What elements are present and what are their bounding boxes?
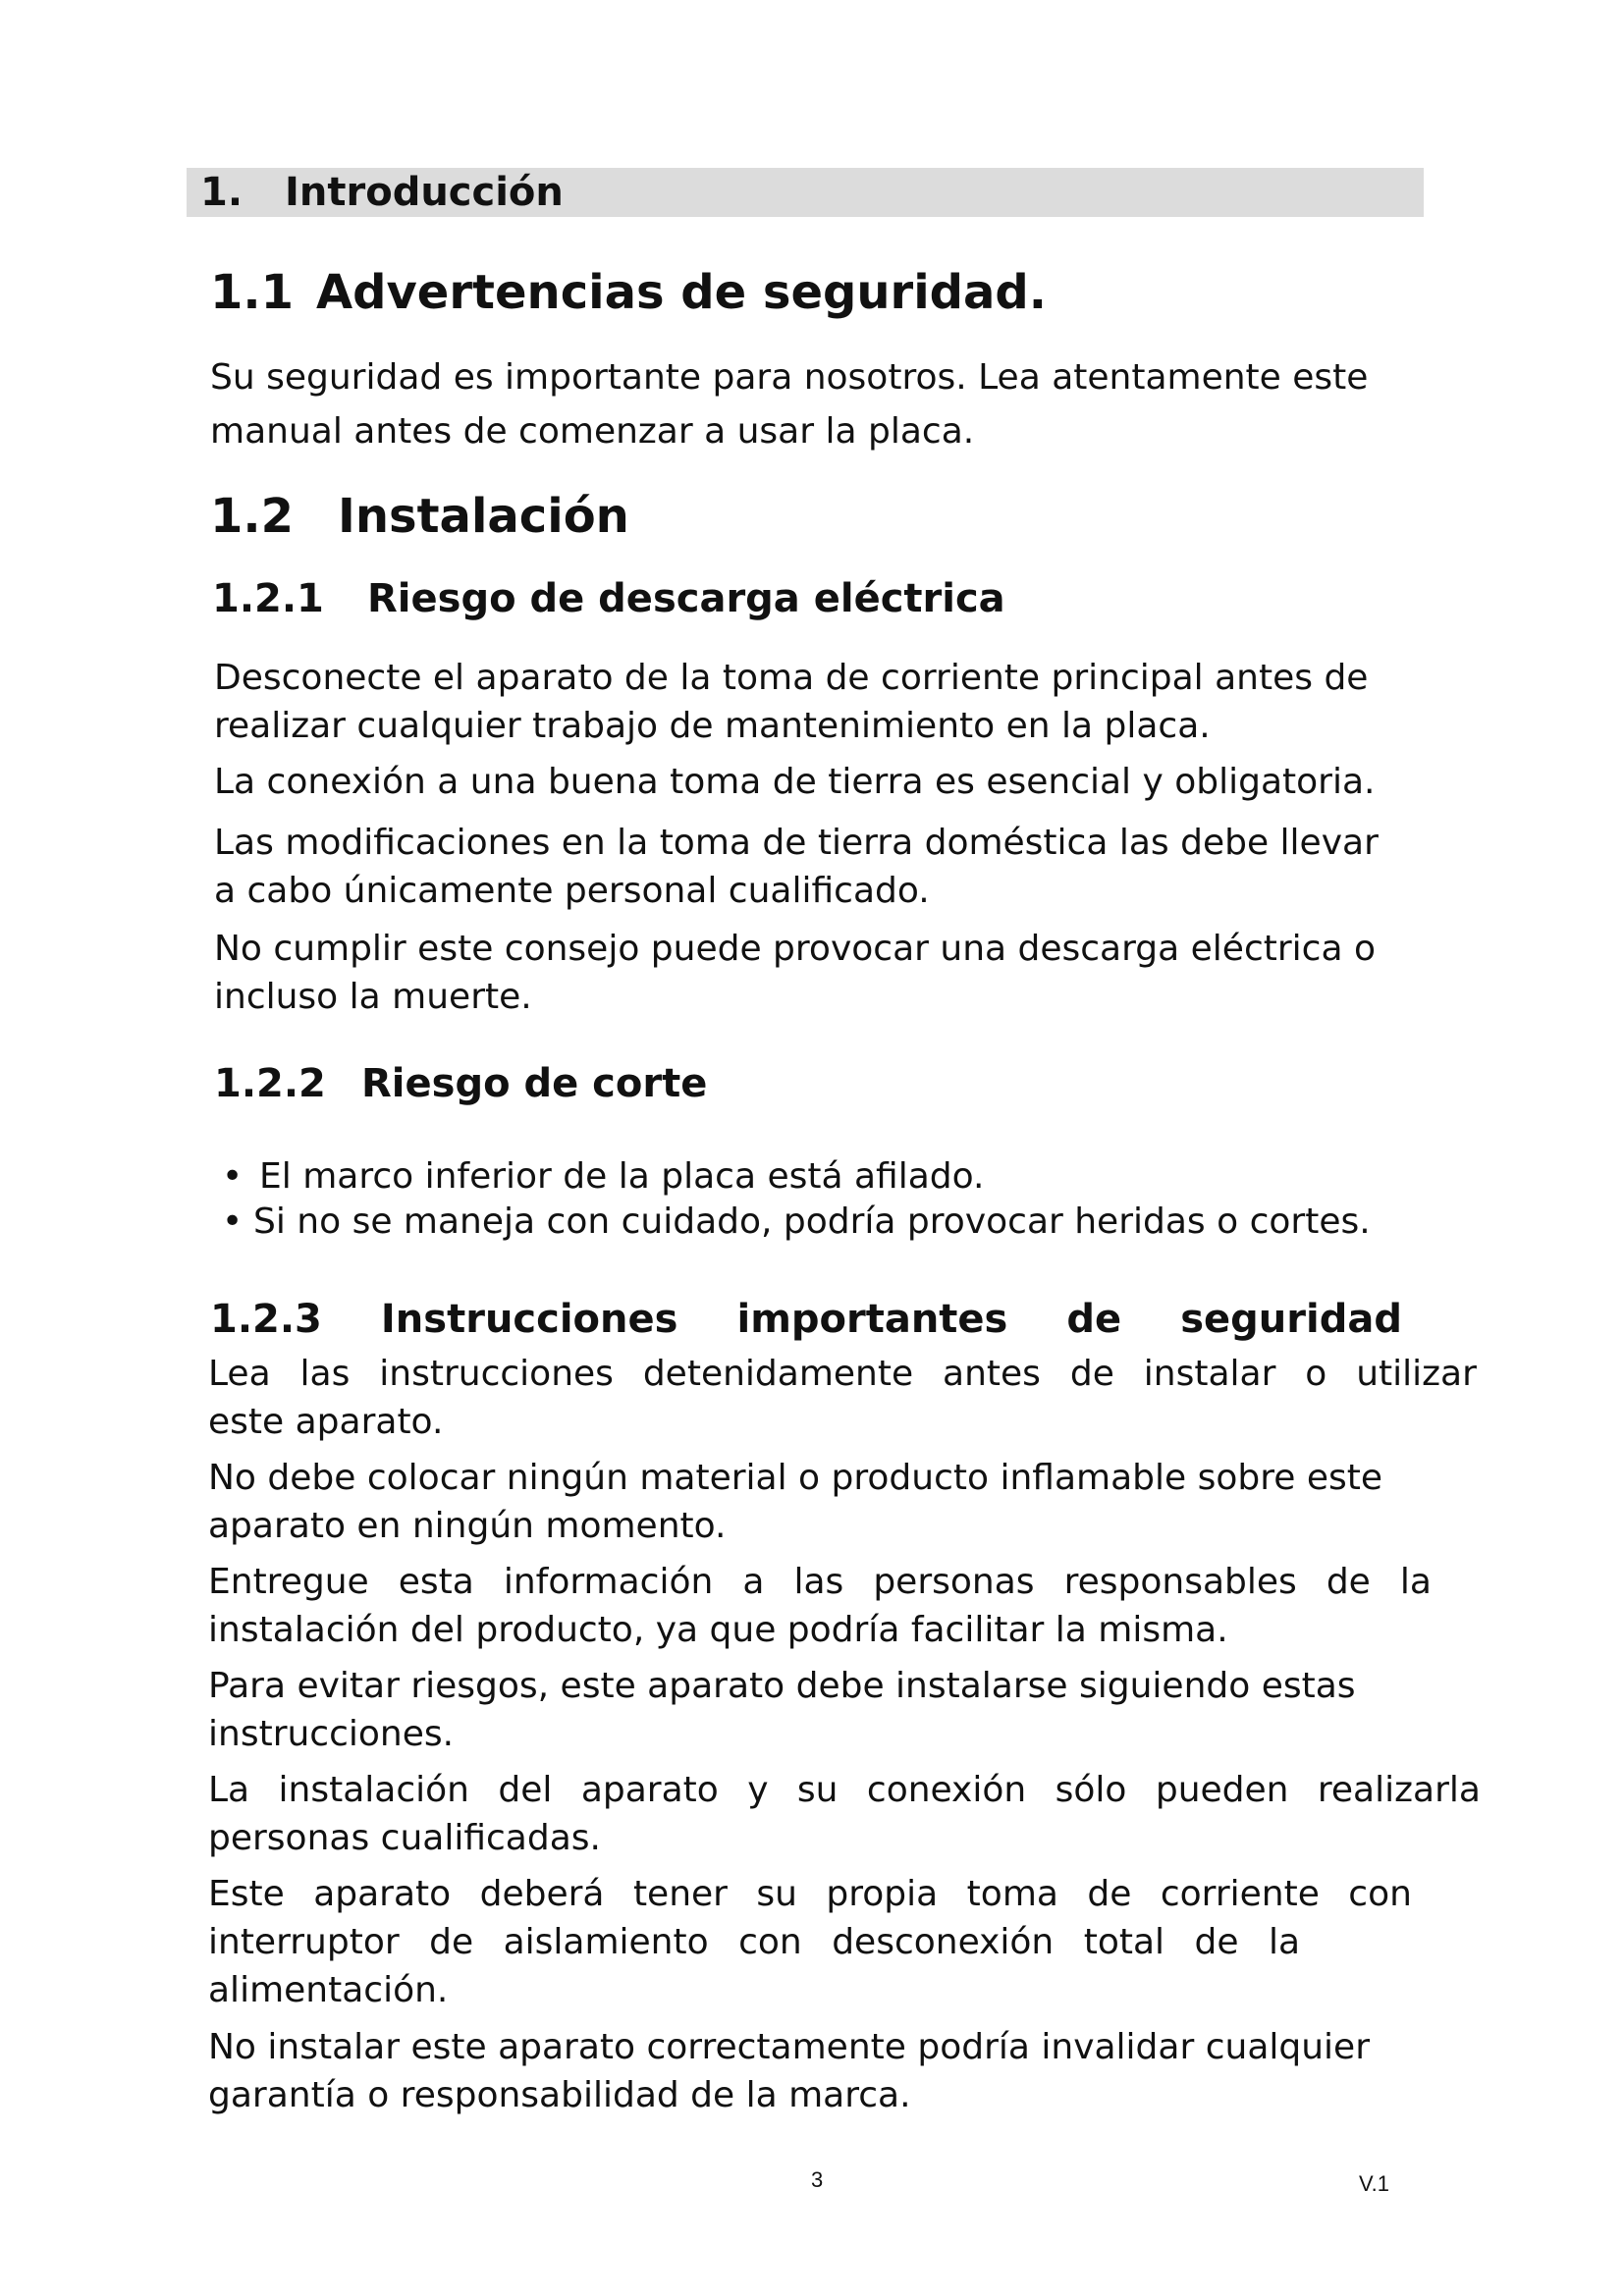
bullet-item: • El marco inferior de la placa está afilado. xyxy=(222,1154,984,1200)
paragraph-line: este aparato. xyxy=(208,1402,444,1442)
paragraph-line: No cumplir este consejo puede provocar una descarga eléctrica o xyxy=(214,929,1376,969)
section-number: 1.2.2 xyxy=(214,1061,326,1106)
word: Lea xyxy=(208,1354,271,1394)
word: responsables xyxy=(1063,1562,1297,1602)
word: tener xyxy=(632,1874,728,1914)
word: aislamiento xyxy=(503,1922,709,1962)
section-1-2-1-paragraph-4 xyxy=(214,925,1376,1021)
section-title: Instalación xyxy=(338,489,629,544)
word: personas xyxy=(873,1562,1035,1602)
word: de xyxy=(1326,1562,1371,1602)
section-1-2-3-paragraph-1 xyxy=(208,1350,1477,1446)
paragraph-line: No instalar este aparato correctamente podría invalidar cualquier xyxy=(208,2027,1371,2067)
word: instrucciones xyxy=(379,1354,614,1394)
section-1-2-1-paragraph-2 xyxy=(214,758,1375,806)
paragraph-line: garantía o responsabilidad de la marca. xyxy=(208,2075,911,2115)
section-number: 1.2.1 xyxy=(212,576,324,621)
word: interruptor xyxy=(208,1922,400,1962)
page-number: 3 xyxy=(811,2167,824,2192)
word: con xyxy=(738,1922,802,1962)
chapter-title: Introducción xyxy=(285,170,564,215)
word: la xyxy=(1399,1562,1432,1602)
paragraph-line: Desconecte el aparato de la toma de corriente principal antes de xyxy=(214,658,1369,698)
section-1-2-3-paragraph-5 xyxy=(208,1766,1481,1862)
paragraph-line: instrucciones. xyxy=(208,1714,455,1754)
paragraph-line xyxy=(208,1766,1481,1814)
section-number: 1.2.3 xyxy=(210,1297,322,1342)
word: de xyxy=(1069,1354,1114,1394)
paragraph-line: No debe colocar ningún material o producto inflamable sobre este xyxy=(208,1458,1382,1498)
word: de xyxy=(1087,1874,1132,1914)
word: toma xyxy=(966,1874,1058,1914)
paragraph-line: incluso la muerte. xyxy=(214,977,532,1017)
word: esta xyxy=(398,1562,474,1602)
word: corriente xyxy=(1160,1874,1320,1914)
section-title: Advertencias de seguridad. xyxy=(316,265,1048,320)
word: aparato xyxy=(313,1874,452,1914)
bullet-item: • Si no se maneja con cuidado, podría provocar heridas o cortes. xyxy=(222,1200,1371,1245)
paragraph-line: Su seguridad es importante para nosotros. Lea atentamente este xyxy=(210,357,1369,398)
section-1-2-1-heading xyxy=(212,575,1005,622)
bullet-dot-icon: • xyxy=(222,1201,244,1242)
word: deberá xyxy=(479,1874,605,1914)
word: Entregue xyxy=(208,1562,369,1602)
section-title-word: de xyxy=(1066,1297,1122,1342)
word: conexión xyxy=(866,1770,1027,1810)
word: propia xyxy=(826,1874,939,1914)
word: instalar xyxy=(1143,1354,1276,1394)
section-1-2-3-paragraph-2 xyxy=(208,1454,1382,1550)
word: desconexión xyxy=(832,1922,1055,1962)
word: total xyxy=(1083,1922,1165,1962)
section-1-1-heading xyxy=(210,265,1047,320)
section-1-2-3-paragraph-7 xyxy=(208,2023,1370,2119)
word: a xyxy=(742,1562,765,1602)
paragraph-line: La conexión a una buena toma de tierra es esencial y obligatoria. xyxy=(214,762,1376,802)
section-1-2-1-paragraph-3 xyxy=(214,819,1379,915)
section-number: 1.2 xyxy=(210,489,295,544)
word: su xyxy=(796,1770,839,1810)
section-title: Riesgo de corte xyxy=(361,1061,708,1106)
section-number: 1.1 xyxy=(210,265,295,320)
section-1-1-paragraph xyxy=(210,353,1437,455)
paragraph-line: Las modificaciones en la toma de tierra doméstica las debe llevar xyxy=(214,823,1379,863)
section-title: Riesgo de descarga eléctrica xyxy=(367,576,1005,621)
paragraph-line: manual antes de comenzar a usar la placa. xyxy=(210,411,975,452)
section-1-2-heading xyxy=(210,489,629,544)
paragraph-line: personas cualificadas. xyxy=(208,1818,601,1858)
word: su xyxy=(756,1874,797,1914)
word: instalación xyxy=(278,1770,469,1810)
section-1-2-2-heading xyxy=(214,1060,707,1107)
word: la xyxy=(1268,1922,1300,1962)
word: antes xyxy=(943,1354,1041,1394)
word: o xyxy=(1305,1354,1327,1394)
paragraph-line: alimentación. xyxy=(208,1970,449,2010)
section-title-word: seguridad xyxy=(1180,1297,1402,1342)
paragraph-line: instalación del producto, ya que podría facilitar la misma. xyxy=(208,1610,1228,1650)
word: de xyxy=(1194,1922,1239,1962)
section-1-2-3-paragraph-4 xyxy=(208,1662,1356,1758)
word: del xyxy=(498,1770,553,1810)
paragraph-line: aparato en ningún momento. xyxy=(208,1506,727,1546)
word: pueden xyxy=(1155,1770,1289,1810)
word: aparato xyxy=(580,1770,719,1810)
version-label: V.1 xyxy=(1359,2171,1390,2196)
paragraph-line: a cabo únicamente personal cualificado. xyxy=(214,871,930,911)
section-title-word: Instrucciones xyxy=(380,1297,678,1342)
chapter-number: 1. xyxy=(200,170,244,215)
section-1-2-1-paragraph-1 xyxy=(214,654,1368,750)
word: las xyxy=(793,1562,844,1602)
word: realizarla xyxy=(1317,1770,1481,1810)
word: sólo xyxy=(1055,1770,1127,1810)
section-1-2-3-paragraph-6 xyxy=(208,1870,1412,2014)
word: detenidamente xyxy=(642,1354,914,1394)
word: y xyxy=(747,1770,769,1810)
paragraph-line xyxy=(208,1558,1432,1606)
section-1-2-3-heading xyxy=(210,1296,1402,1343)
word: las xyxy=(299,1354,351,1394)
word: Este xyxy=(208,1874,285,1914)
word: información xyxy=(503,1562,714,1602)
paragraph-line xyxy=(208,1870,1412,1918)
paragraph-line: Para evitar riesgos, este aparato debe instalarse siguiendo estas xyxy=(208,1666,1356,1706)
bullet-dot-icon: • xyxy=(222,1156,244,1197)
section-1-2-3-paragraph-3 xyxy=(208,1558,1432,1654)
paragraph-line: realizar cualquier trabajo de mantenimiento en la placa. xyxy=(214,706,1211,746)
section-title-word: importantes xyxy=(736,1297,1008,1342)
paragraph-line xyxy=(208,1918,1300,1966)
word: utilizar xyxy=(1356,1354,1477,1394)
word: con xyxy=(1348,1874,1412,1914)
word: de xyxy=(429,1922,474,1962)
paragraph-line xyxy=(208,1350,1477,1398)
word: La xyxy=(208,1770,250,1810)
